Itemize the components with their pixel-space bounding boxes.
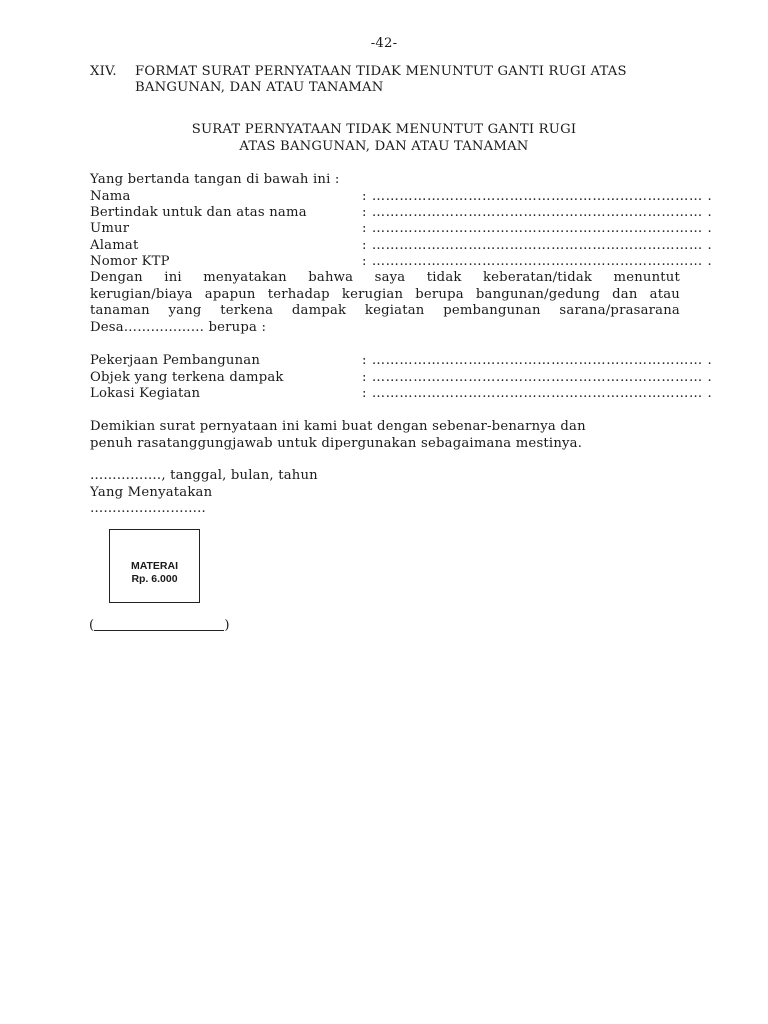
field-value-ktp: : ……………………………………………………………… . <box>362 254 713 269</box>
field-value-lokasi: : ……………………………………………………………… . <box>362 386 713 401</box>
field-label-ktp: Nomor KTP <box>90 254 170 269</box>
section-title-line1: FORMAT SURAT PERNYATAAN TIDAK MENUNTUT GANTI RUGI ATAS <box>135 64 627 79</box>
field-label-lokasi: Lokasi Kegiatan <box>90 386 201 401</box>
field-value-bertindak: : ……………………………………………………………… . <box>362 205 713 220</box>
stamp-label: MATERAI <box>130 560 179 572</box>
field-value-pekerjaan: : ……………………………………………………………… . <box>362 353 713 368</box>
section-title <box>135 64 627 96</box>
field-value-nama: : ……………………………………………………………… . <box>362 189 713 204</box>
place-date: ……………., tanggal, bulan, tahun <box>90 468 318 483</box>
field-value-umur: : ……………………………………………………………… . <box>362 221 713 236</box>
field-label-nama: Nama <box>90 189 131 204</box>
field-label-umur: Umur <box>90 221 130 236</box>
field-label-pekerjaan: Pekerjaan Pembangunan <box>90 353 261 368</box>
statement-line: tanaman yang terkena dampak kegiatan pembangunan sarana/prasarana <box>90 303 680 318</box>
section-title-line2: BANGUNAN, DAN ATAU TANAMAN <box>135 80 384 95</box>
signature-blank <box>94 617 224 631</box>
field-label-alamat: Alamat <box>90 238 139 253</box>
signature-close-paren: ) <box>224 618 230 633</box>
statement-line: Dengan ini menyatakan bahwa saya tidak keberatan/tidak menuntut <box>90 270 680 285</box>
materai-stamp-box <box>109 529 200 603</box>
signature-open-paren: ( <box>89 618 95 633</box>
field-label-objek: Objek yang terkena dampak <box>90 370 284 385</box>
letter-title-line2: ATAS BANGUNAN, DAN ATAU TANAMAN <box>239 139 529 154</box>
stamp-amount: Rp. 6.000 <box>131 573 178 585</box>
signer-label: Yang Menyatakan <box>90 485 213 500</box>
statement-line: Desa……………… berupa : <box>90 319 267 335</box>
signature-line <box>89 617 230 633</box>
statement-line: kerugian/biaya apapun terhadap kerugian berupa bangunan/gedung dan atau <box>90 286 680 302</box>
closing-line2: penuh rasatanggungjawab untuk dipergunakan sebagaimana mestinya. <box>90 436 583 451</box>
field-label-bertindak: Bertindak untuk dan atas nama <box>90 205 307 220</box>
field-value-objek: : ……………………………………………………………… . <box>362 370 713 385</box>
field-value-alamat: : ……………………………………………………………… . <box>362 238 713 253</box>
section-number: XIV. <box>90 64 117 79</box>
signer-dots: …………………….. <box>90 501 206 516</box>
page-number: -42- <box>370 36 398 51</box>
statement-paragraph <box>90 270 680 336</box>
closing-line1: Demikian surat pernyataan ini kami buat dengan sebenar-benarnya dan <box>90 419 586 434</box>
intro-text: Yang bertanda tangan di bawah ini : <box>90 172 340 187</box>
letter-title-line1: SURAT PERNYATAAN TIDAK MENUNTUT GANTI RUGI <box>191 122 577 137</box>
